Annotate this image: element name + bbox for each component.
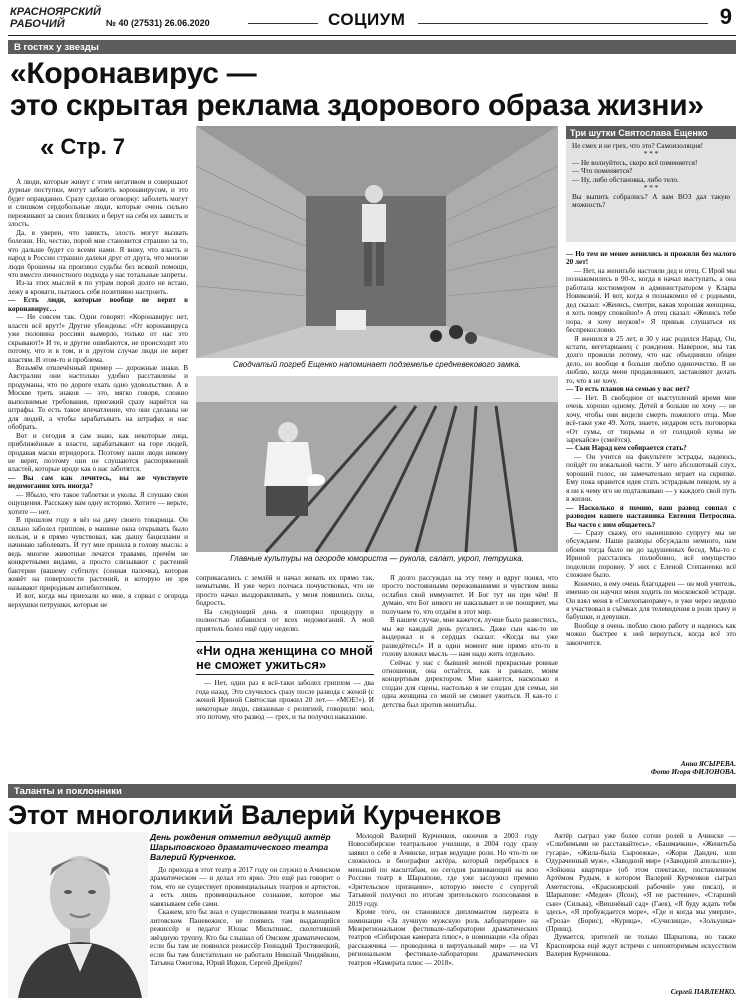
issue-number: № 40 (27531) 26.06.2020 [106,18,210,28]
paragraph: соприкасались с землёй и начал жевать их прямо так, немытыми. И уже через полчаса почувствовал, что не просто начал выздоравливать, у меня появились силы, бодрость. [196,574,374,608]
question: — Есть люди, которые вообще не верят в коронавирус… [8,296,188,313]
paragraph: Возьмём отвлечённый пример — дорожные знаки. В Австралии они настолько удобно расставлены и продуманы, что по дороге ехать одно удовольствие. А в Москве треть знаков — это, мягко говоря, сложно выполнимые требования, приезжий сразу нарвётся на штрафы. То есть такое впечатление, что они сделаны не для людей, а чтобы зарабатывать на штрафах и нас обобрать. [8,363,188,432]
sidebar-title: Три шутки Святослава Ещенко [566,126,736,139]
joke-line: — Что поменяется? [572,167,633,176]
masthead [8,4,736,36]
page-number: 9 [719,4,732,29]
paragraph: Я долго рассуждал на эту тему и вдруг понял, что просто постоянными переживаниями и чувством вины ослабил свой иммунитет. И Бог тут ни при чём! Я думаю, что Бог никого не наказывает и не поощряет, мы получаем то, что отдаём в этот мир. [382,574,558,616]
rubric-article1: В гостях у звезды [8,40,736,54]
paragraph: — Нет. В свободное от выступлений время мне очень хорошо одному. Детей я больше не хочу — не хочу, чтобы они видели смерть пожилого отца. Мне всё-таки уже 49. Хотя, знаете, недаром есть поговорка «От сумы, от тюрьмы и от голодной кумы не зарекайся» (смеётся). [566,393,736,444]
lead-paragraph: День рождения отметил ведущий актёр Шарыповского драматического театра Валерий Курченков. [150,832,331,862]
rubric-article2: Таланты и поклонники [8,784,736,798]
joke-line: Вы выпить собрались? А вам ВОЗ дал такую можность? [572,192,730,210]
question: — Сын Нарад кем собирается стать? [566,444,687,453]
paragraph: Я женился в 25 лет, в 30 у нас родился Нарад. Он, кстати, вегетарианец с рождения. Наверное, мы так долго прожили потому, что нас объединяло общее дело, но вообще я больше люблю одиночество. Я не люблю, когда меня продавливают, заставляют делать то, что я не хочу. [566,334,736,385]
paragraph: В нашем случае, мне кажется, лучше было развестись, мы же каждый день ругались. Даже сын как-то не выдержал и в сердцах сказал: «Когда вы уже разведётесь!» И в один момент мне прямо кто-то в голову вложил мысль — нам надо жить отдельно. [382,616,558,659]
paragraph: Вот и сегодня я сам знаю, как некоторые лица, приближённые к власти, зарабатывают на горе людей, продавая маски втридорога. Поэтому наши люди никому не верят, поэтому они не слушаются распоряжений властей, которые вроде как о нас заботятся. [8,431,188,474]
paragraph: На следующий день я повторил процедуру и полностью избавился от всех недомоганий. А мой приятель болел ещё одну неделю. [196,607,374,633]
pull-quote: «Ни одна женщина со мной не сможет ужиться» [196,641,374,675]
question: — Но тем не менее женились и прожили без малого 20 лет! [566,250,736,267]
paragraph: Конечно, я ему очень благодарен — он мой учитель, именно он научил меня ходить по московской эстраде. Он взял меня в «Смехопанораму», и уже через неделю я участвовал в съёмках для телевидения в роли зрачу и бабушки, и девушки. [566,579,736,622]
paragraph: Кроме того, он становился дипломантом лауреата в номинации «За лучшую мужскую роль лаборатории» на Межрегиональном фестивале-лаборатории драматических театров «Сибирская камерата плюс», в номинации «За образ расскажчика — проводника в виртуальный мир» — на VI региональном фестивале-лаборатории драматических театров «Камерата плюс — 2018». [348,908,538,967]
paragraph: Молодой Валерий Курченков, окончив в 2003 году Новосибирское театральное училище, в 2004 году сразу заявил о себе в Ачинске, играя ведущие роли. Но что-то не сложилось в биографии актёра, который перебрался в меньший по масштабам, но сегодня развивающий на всю Россию театр в Шарыпове, где уже заслужил премию «Зрительское признание», которую вместе с супругой Татьяной получил по итогам зрительского голосования в 2019 году. [348,832,538,908]
photo-cellar [196,126,558,358]
page-reference [40,134,125,160]
paragraph: Сейчас у нас с бывшей женой прекрасные ровные отношения, она остаётся, как и раньше, моим концертным директором. Мне кажется, насколько я создан для сцены, настолько я не создан для семьи, ни одна женщина со мной не сможет ужиться. Я как-то с детства был против женитьбы. [382,658,558,709]
paragraph: — Нет, один раз я всё-таки заболел гриппом — два года назад. Это случилось сразу после развода с женой (с женой Ириной Святослав прожил 20 лет.— «МОЕ!»). И некоторые люди, связанные с религией, говорили: мол, это потому, что развод — грех, и ты получил наказание. [196,679,374,721]
paragraph: Скажем, кто бы знал о существовании театра в маленьком литовском Паневежисе, не появись там выдающийся режиссёр и педагог Юозас Мильтинис, сколотивший звёздную труппу. Кто бы слышал об Омском драматическом, если бы там не появился режиссёр Геннадий Тростянецкий, если бы там блистательно не работали Николай Чиндяйкин, Татьяна Ожигова, Юрий Ицков, Сергей Дрейден? [150,908,340,967]
section-title: СОЦИУМ [328,10,406,29]
question: — Насколько я помню, ваш развод совпал с разводом вашего наставника Евгения Петросяна. Вы часто с ним общаетесь? [566,503,736,529]
photo-credit: Фото Игоря ФИЛОНОВА. [650,768,736,777]
portrait-photo [8,832,148,998]
headline-line1: «Коронавирус — [10,57,257,90]
joke-line: — Не волнуйтесь, скоро всё поменяется! [572,158,698,167]
paragraph: Из-за этих мыслей я по утрам порой долго не встаю, лежу в кровати, пытаюсь себя позитивно настроить. [8,279,188,296]
portrait-illustration [8,832,148,998]
article2-column1 [150,832,340,998]
question: — Вы сам как лечитесь, вы же чувствуете недомогания хоть иногда? [8,473,188,491]
article1-column1 [8,178,188,609]
double-arrow-left-icon: « [40,132,55,162]
article1-column3 [382,574,558,774]
paragraph: — Ябыло, что такое таблетки и уколы. Я слушаю свои ощущения. Расскажу вам одну историю. Хотите — верьте, хотите — нет. [8,490,188,516]
joke-line: Не смех и не грех, что это? Самоизоляция! [572,142,704,150]
joke-line: — Ну, либо обстановка, либо тело. [572,175,679,184]
paragraph: А люди, которые живут с этим негативом и совершают дурные поступки, могут заболеть коронавирусом, и это будет оправданно. Сразу сделаю оговорку: заболеть могут и слишком сердобольные люди, которые очень сильно переживают за своих близких и берут на себя их зависть и злость. [8,178,188,229]
joke-separator: * * * [643,184,659,193]
jokes-sidebar [566,126,736,242]
article2-column2 [348,832,538,998]
paragraph: — Не совсем так. Одни говорят: «Коронавирус нет, власти всё врут!» Другие убеждены: «От коронавируса уже половина россиян вымерло, только от нас это скрывают!» И те, и другие ошибаются, не происходит это потому, что и в том, и в другом случае люди не верят властям. В этом-то и проблема. [8,313,188,364]
masthead-rule-right [418,23,708,24]
author-byline: Сергей ПАВЛЕНКО. [670,988,736,996]
article1-column2 [196,574,374,774]
article1-credits [566,760,736,777]
headline-line2: это скрытая реклама здорового образа жизни» [10,89,704,122]
garden-illustration [196,376,558,552]
article2-credit [546,988,736,996]
joke-separator: * * * [643,150,659,159]
paragraph: Вообще я очень люблю свою работу и надеюсь как можно быстрее к ней вернуться, когда всё это закончится. [566,621,736,647]
paragraph: — Нет, на женитьбе настояли дед и отец. С Ирой мы познакомились в 90-х, когда я начал выступать, а она работала костюмером и администратором у Клары Новиковой. И вот, когда я познакомил её с родными, дед сказал: «Женись, смотри, какая хорошая женщина, я хоть помру спокойно!» А отец сказал: «Женись тебе пора, я хочу внуков!» Я привык слушаться их беспрекословно. [566,266,736,335]
article1-column4 [566,250,736,762]
photo-garden [196,376,558,552]
author-byline: Анна ЯСЫРЕВА. [680,760,736,768]
cellar-illustration [196,126,558,358]
page-ref-label: Стр. 7 [60,134,126,159]
headline-article2: Этот многоликий Валерий Курченков [8,800,502,830]
paragraph: — Сразу скажу, его нынешнюю супругу мы не обсуждаем. Наши разводы обсуждали немного, нам обоим тогда было не до задушевных бесед. Мы-то с Ириной расстались полюбовно, всё имущество поделили поровну. У них с Еленой Степаненко всё сложнее было. [566,528,736,580]
paragraph: До прихода в этот театр в 2017 году он служил в Ачинском драматическом — и делал это ярко. Это ещё раз говорит о том, что не существует провинциальных театров и артистов, а есть лишь провинциальное сознание, которое мы навязываем себе сами. [150,866,340,908]
newspaper-logo: КРАСНОЯРСКИЙ РАБОЧИЙ [10,6,101,30]
question: — То есть планов на семью у вас нет? [566,385,690,394]
headline-article1 [10,58,730,122]
caption-cellar: Сводчатый погреб Ещенко напоминает подземелье средневекового замка. [232,360,522,369]
paragraph: — Он учится на факультете эстрады, надеюсь, пойдёт по вокальной части. У него абсолютный слух, хороший голос, он замечательно играет на скрипке. Ему пока нравится идея стать эстрадным певцом, ну а я ни к чему его не подталкиваю — у каждого свой путь в жизни. [566,452,736,504]
article2-column3 [546,832,736,988]
masthead-rule-left [248,23,318,24]
paragraph: В прошлом году я вёз на дачу своего товарища. Он сильно заболел гриппом, в машине окна открывать было нельзя, и я прямо чувствовал, как дышу бациллами и начинаю заболевать. И тут мне пришла в голову мысль: а ведь многие животные лечатся травами, причём не конкретными видами, а просто слизывают с растений бактерии (вашему субтилус (сенная палочка), которая живёт на поверхности растений, и которую не зря называют природным антибиотиком. [8,516,188,592]
paragraph: Думается, зрителей не только Шарыпова, но также Красноярска ещё ждут встречи с неповторимым искусством Валерия Курченкова. [546,933,736,959]
paragraph: Актёр сыграл уже более сотни ролей в Ачинске — «Слюбимыми не расставайтесь», «Башмачкин», «Женитьба гусара», «Жила-была Сыроежка», «Жорж Данден, или Одураченный муж», «Заводной мир» («Заводной апельсин»), «Зойкина квартира» (об этом спектакле, поставленном Артёмом Рудым, в котором Валерий Курченков сыграл Аметистова, «Красноярский рабочий» уже писал), и Шарыпове: «Медея» (Ясон), «Я не растение», «Старший сын» (Сильва), «Вишнёвый сад» (Гаев), «Я буду ждать тебя здесь», «Я пробуждается море», «Где и когда мы умерли», «Гроза» (Борис), «Курица», «Сучилища», «Зольушка» (Принц). [546,832,736,933]
caption-garden: Главные культуры на огороде юмориста — рукола, салат, укроп, петрушка. [230,554,524,563]
paragraph: Да, я уверен, что зависть, злость могут вызвать болезни. Но, честно, порой мне становится страшно за то, что дальше будет со всеми нами. Я вижу, что власть и народ в России страшно далеки друг от друга, что многие люди брошены на произвол судьбы без всякой помощи, что вместо личностного подхода у нас тотальные запреты. [8,228,188,279]
paragraph: И вот, когда мы приехали ко мне, я сорвал с огорода верхушки петрушки, которые не [8,592,188,609]
